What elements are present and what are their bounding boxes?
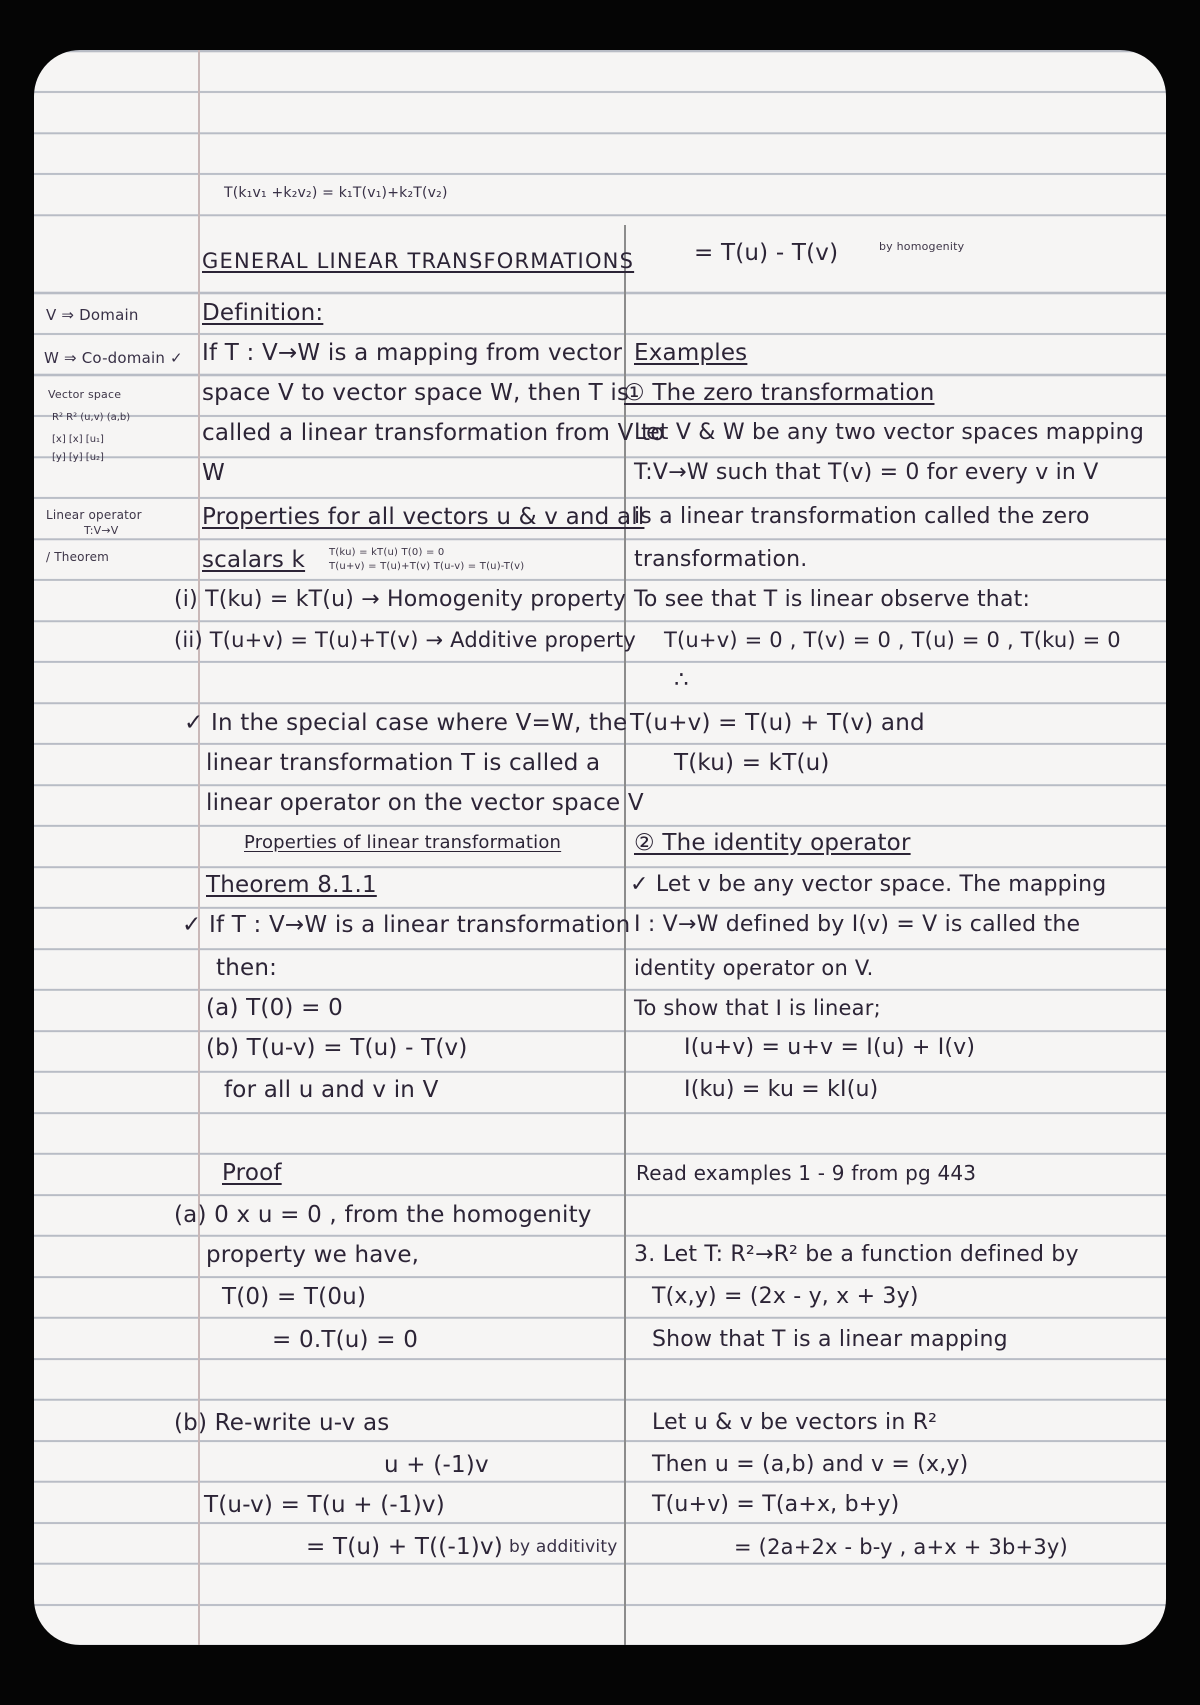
properties-note: T(u+v) = T(u)+T(v) T(u-v) = T(u)-T(v) (329, 561, 525, 572)
property-additive: (ii) T(u+v) = T(u)+T(v) → Additive property (174, 628, 637, 652)
margin-vector-space: Vector space (48, 388, 122, 401)
example-line: ✓ Let v be any vector space. The mapping (630, 872, 1107, 897)
example-line: transformation. (634, 547, 808, 572)
special-case-line: linear transformation T is called a (206, 750, 601, 776)
svg-text:R² R² (u,v) (a,b): R² R² (u,v) (a,b) (52, 412, 131, 423)
example-line: I : V→W defined by I(v) = V is called the (634, 912, 1081, 937)
definition-line: space V to vector space W, then T is (202, 380, 630, 406)
exercise-line: 3. Let T: R²→R² be a function defined by (634, 1242, 1079, 1267)
property-homogeneity: (i) T(ku) = kT(u) → Homogenity property (174, 587, 627, 612)
definition-line: W (202, 460, 225, 486)
read-examples-note: Read examples 1 - 9 from pg 443 (636, 1161, 977, 1185)
example-line: To see that T is linear observe that: (634, 587, 1031, 612)
proof-line: (b) Re-write u-v as (174, 1410, 390, 1436)
properties-line: Properties for all vectors u & v and all (202, 504, 645, 530)
margin-rule (198, 50, 200, 1645)
right-line: = T(u) - T(v) (694, 240, 839, 266)
proof-line: T(u-v) = T(u + (-1)v) (204, 1492, 445, 1518)
exercise-line: Show that T is a linear mapping (652, 1327, 1008, 1352)
zero-transformation-heading: ① The zero transformation (624, 380, 935, 406)
right-note: by homogenity (879, 240, 965, 253)
margin-operator-1: Linear operator (46, 508, 142, 522)
example-line: T(u+v) = T(u) + T(v) and (630, 710, 925, 736)
properties-note: T(ku) = kT(u) T(0) = 0 (329, 547, 445, 558)
theorem-line: ✓ If T : V→W is a linear transformation (182, 912, 631, 938)
example-line: T(ku) = kT(u) (674, 750, 830, 776)
examples-heading: Examples (634, 340, 748, 366)
solution-line: Let u & v be vectors in R² (652, 1410, 938, 1435)
example-line: identity operator on V. (634, 956, 874, 980)
notebook-page (34, 50, 1166, 1645)
proof-heading: Proof (222, 1160, 282, 1186)
therefore-symbol: ∴ (674, 667, 689, 693)
proof-note: by additivity (509, 1537, 618, 1557)
proof-line: = T(u) + T((-1)v) (306, 1534, 503, 1560)
margin-domain: V ⇒ Domain (46, 306, 139, 324)
definition-line: called a linear transformation from V to (202, 420, 665, 446)
proof-line: u + (-1)v (384, 1452, 489, 1478)
theorem-part-a: (a) T(0) = 0 (206, 995, 343, 1021)
example-line: To show that I is linear; (634, 996, 881, 1020)
properties-heading: Properties of linear transformation (244, 832, 562, 853)
definition-line: If T : V→W is a mapping from vector (202, 340, 623, 366)
top-formula: T(k₁v₁ +k₂v₂) = k₁T(v₁)+k₂T(v₂) (224, 185, 448, 201)
special-case-line: linear operator on the vector space V (206, 790, 644, 816)
identity-operator-heading: ② The identity operator (634, 830, 911, 856)
special-case-line: ✓ In the special case where V=W, the (184, 710, 628, 736)
proof-line: property we have, (206, 1242, 420, 1268)
margin-vector-sketch (46, 400, 196, 490)
solution-line: T(u+v) = T(a+x, b+y) (652, 1492, 900, 1517)
theorem-line: then: (216, 955, 278, 981)
properties-line: scalars k (202, 547, 306, 573)
theorem-heading: Theorem 8.1.1 (206, 872, 377, 898)
margin-codomain: W ⇒ Co-domain ✓ (44, 349, 183, 367)
svg-text:[y] [y] [u₂]: [y] [y] [u₂] (52, 452, 104, 463)
example-line: T:V→W such that T(v) = 0 for every v in V (634, 460, 1099, 485)
example-line: I(u+v) = u+v = I(u) + I(v) (684, 1035, 976, 1060)
svg-text:[x] [x] [u₁]: [x] [x] [u₁] (52, 434, 104, 445)
proof-line: = 0.T(u) = 0 (272, 1327, 419, 1353)
solution-line: Then u = (a,b) and v = (x,y) (652, 1452, 969, 1477)
margin-theorem: / Theorem (46, 550, 110, 564)
section-title: GENERAL LINEAR TRANSFORMATIONS (202, 249, 635, 273)
margin-operator-2: T:V→V (84, 524, 119, 537)
proof-line: (a) 0 x u = 0 , from the homogenity (174, 1202, 592, 1228)
example-line: I(ku) = ku = kI(u) (684, 1077, 879, 1102)
proof-line: T(0) = T(0u) (222, 1284, 367, 1310)
theorem-line: for all u and v in V (224, 1077, 439, 1103)
definition-heading: Definition: (202, 300, 324, 326)
exercise-line: T(x,y) = (2x - y, x + 3y) (652, 1284, 919, 1309)
example-line: is a linear transformation called the zero (634, 504, 1090, 529)
solution-line: = (2a+2x - b-y , a+x + 3b+3y) (734, 1535, 1068, 1559)
example-line: T(u+v) = 0 , T(v) = 0 , T(u) = 0 , T(ku) = 0 (664, 628, 1121, 652)
example-line: Let V & W be any two vector spaces mapping (634, 420, 1144, 445)
theorem-part-b: (b) T(u-v) = T(u) - T(v) (206, 1035, 468, 1061)
